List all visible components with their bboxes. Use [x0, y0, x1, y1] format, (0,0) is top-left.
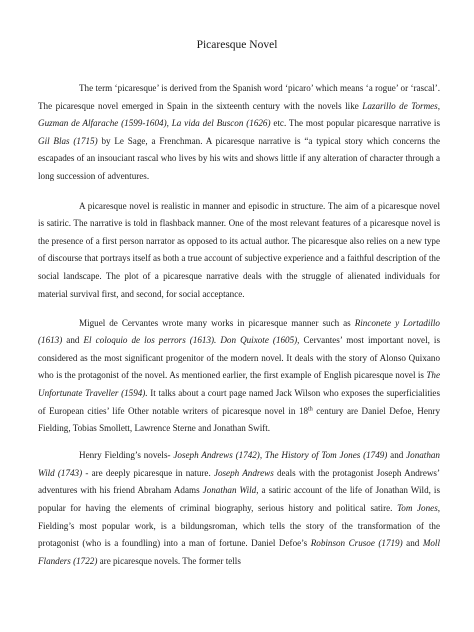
- document-body: [38, 80, 440, 581]
- text-run: Cervantes’ most important novel, is considered as the most significant progenitor of the modern novel. It deals with the story of Alonso Quixano who is the protagonist of the novel. As mentioned earlier, the first example of English picaresque novel is: [38, 335, 440, 381]
- paragraph-fielding: [38, 447, 440, 570]
- text-run: deals with the protagonist Joseph Andrews’ adventures with his friend Abraham Adams: [38, 467, 440, 496]
- italic-text-run: Gil Blas (1715): [38, 135, 98, 146]
- italic-text-run: Tom Jones,: [397, 503, 441, 514]
- italic-text-run: Jonathan Wild: [202, 485, 257, 496]
- italic-text-run: Rinconete y Lortadillo (1613): [38, 317, 440, 346]
- paragraph-cervantes: [38, 315, 440, 438]
- text-run: Fielding’s most popular work, is a bildungsroman, which tells the story of the transformation of the protagonist (who is a foundling) into a man of fortune. Daniel Defoe’s: [38, 520, 440, 549]
- paragraph-features: [38, 198, 440, 304]
- text-run: by Le Sage, a Frenchman. A picaresque narrative is “a typical story which concerns the escapades of an insouciant rascal who lives by his wits and shows little if any alteration of character through a long succession of adventures.: [38, 135, 440, 181]
- italic-text-run: Joseph Andrews: [213, 467, 274, 478]
- text-run: Henry Fielding’s novels-: [79, 450, 174, 461]
- italic-text-run: The Unfortunate Traveller (1594).: [38, 370, 440, 398]
- italic-text-run: Jonathan Wild (1743): [38, 450, 440, 478]
- text-run: and: [62, 335, 84, 346]
- superscript-run: th: [308, 406, 313, 413]
- text-run: etc. The most popular picaresque narrative is: [270, 118, 440, 129]
- italic-text-run: Lazarillo de Tormes, Guzman de Alfarache (1599-1604), La vida del Buscon (1626): [38, 100, 440, 129]
- text-run: Miguel de Cervantes wrote many works in picaresque manner such as: [79, 317, 355, 328]
- text-run: are picaresque novels. The former tells: [97, 555, 241, 566]
- text-run: It talks about a court page named Jack Wilson who exposes the superficialities of European cities’ life Other notable writers of picaresque novel in 18: [38, 388, 440, 416]
- italic-text-run: Moll Flanders (1722): [38, 538, 440, 566]
- document-title: Picaresque Novel: [196, 39, 278, 51]
- italic-text-run: Joseph Andrews (1742), The History of Tom Jones (1749): [173, 450, 388, 461]
- text-run: and: [387, 450, 407, 461]
- text-run: and: [402, 538, 423, 549]
- italic-text-run: El coloquio de los perrors (1613). Don Quixote (1605),: [83, 335, 300, 346]
- text-run: The term ‘picaresque’ is derived from the Spanish word ‘picaro’ which means ‘a rogue’ or ‘rascal’. The picaresque novel emerged in Spain in the sixteenth century with the novels like: [38, 83, 440, 111]
- text-run: century are Daniel Defoe, Henry Fielding, Tobias Smollett, Lawrence Sterne and Jonathan Swift.: [38, 405, 440, 434]
- text-run: - are deeply picaresque in nature.: [82, 467, 214, 478]
- italic-text-run: Robinson Crusoe (1719): [310, 538, 403, 549]
- text-run: A picaresque novel is realistic in manner and episodic in structure. The aim of a picaresque novel is satiric. The narrative is told in flashback manner. One of the most relevant features of a picaresque novel is the presence of a first person narrator as opposed to its actual author. The picaresque also relies on a new type of discourse that portrays itself as both a true account of subjective experience and a faithful description of the social landscape. The plot of a picaresque narrative deals with the struggle of alienated individuals for material survival first, and second, for social acceptance.: [38, 200, 440, 299]
- paragraph-origin-of-term: [38, 80, 440, 186]
- text-run: , a satiric account of the life of Jonathan Wild, is popular for having the elements of criminal biography, serious history and political satire.: [38, 485, 440, 514]
